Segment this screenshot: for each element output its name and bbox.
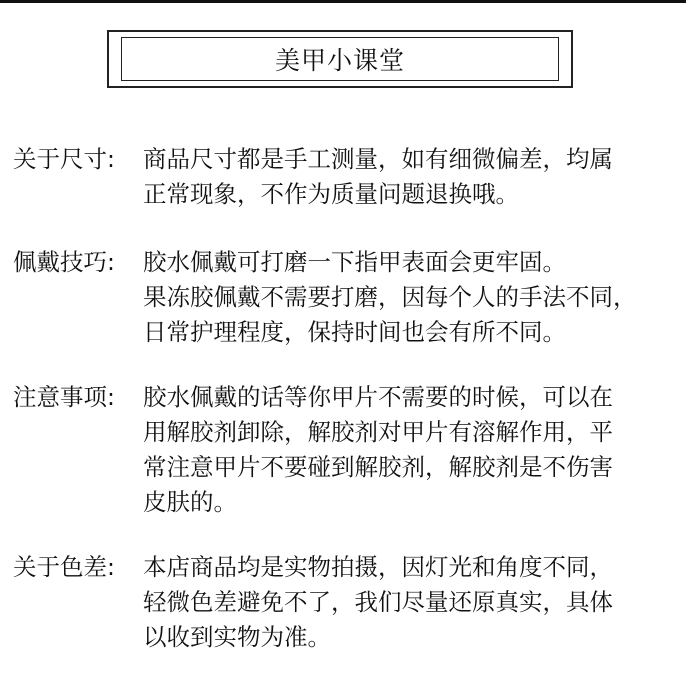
section-line: 果冻胶佩戴不需要打磨，因每个人的手法不同， — [143, 283, 637, 311]
section-size — [13, 142, 686, 212]
section-line: 胶水佩戴可打磨一下指甲表面会更牢固。 — [143, 248, 566, 276]
title-box — [121, 37, 559, 81]
top-border-rule — [0, 0, 686, 3]
section-label: 注意事项: — [13, 383, 115, 411]
section-line: 以收到实物为准。 — [143, 623, 331, 651]
section-line: 常注意甲片不要碰到解胶剂，解胶剂是不伤害 — [143, 453, 613, 481]
section-line: 商品尺寸都是手工测量，如有细微偏差，均属 — [143, 145, 613, 173]
section-line: 日常护理程度，保持时间也会有所不同。 — [143, 318, 566, 346]
section-line: 正常现象，不作为质量问题退换哦。 — [143, 180, 519, 208]
section-line: 胶水佩戴的话等你甲片不需要的时候，可以在 — [143, 383, 613, 411]
section-line: 本店商品均是实物拍摄，因灯光和角度不同， — [143, 553, 613, 581]
page-title: 美甲小课堂 — [274, 46, 405, 75]
section-notes — [13, 380, 686, 520]
section-wearing-tips — [13, 245, 686, 350]
section-label: 关于色差: — [13, 553, 115, 581]
section-color-difference — [13, 550, 686, 655]
section-line: 用解胶剂卸除，解胶剂对甲片有溶解作用，平 — [143, 418, 613, 446]
section-label: 关于尺寸: — [13, 145, 115, 173]
section-line: 轻微色差避免不了，我们尽量还原真实，具体 — [143, 588, 613, 616]
section-line: 皮肤的。 — [143, 488, 237, 516]
section-label: 佩戴技巧: — [13, 248, 115, 276]
